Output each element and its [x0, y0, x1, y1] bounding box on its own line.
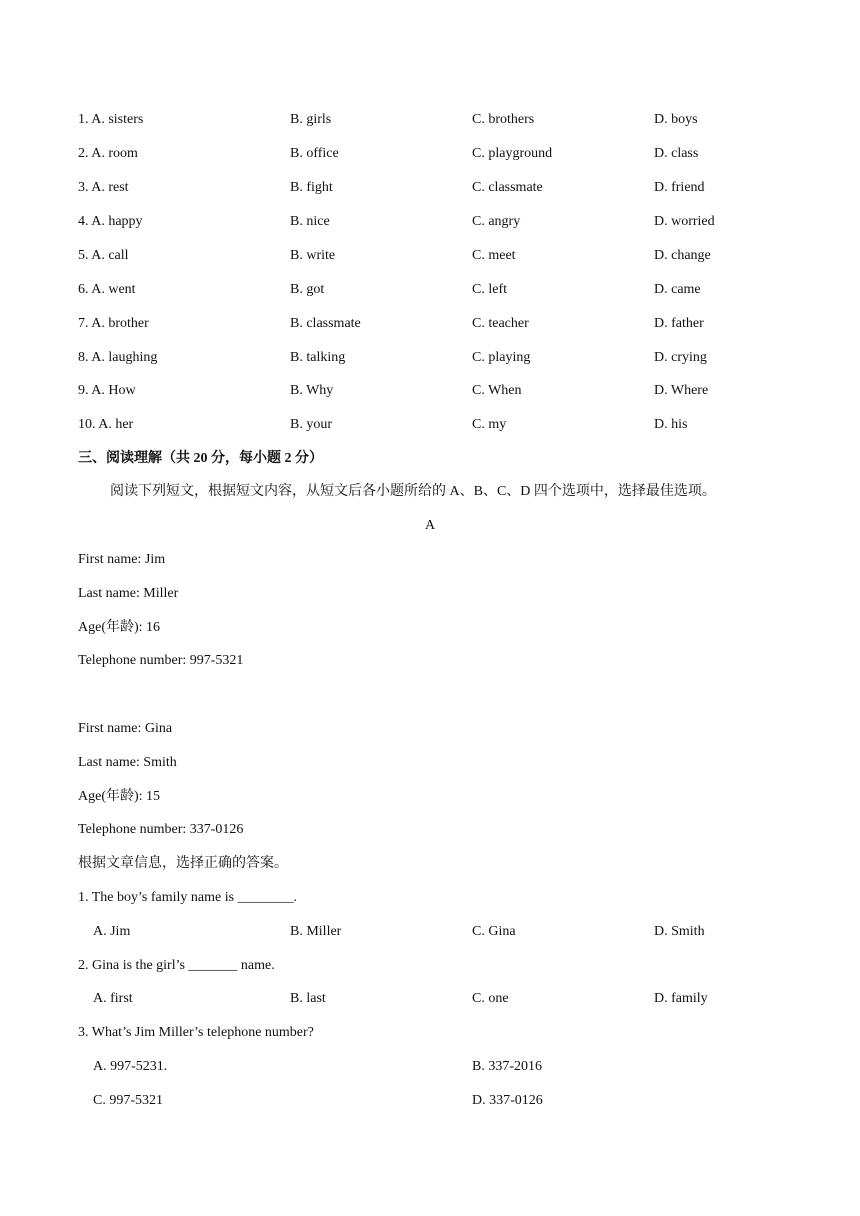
option-c: C. playground: [472, 146, 553, 161]
option-c: C. classmate: [472, 180, 543, 195]
option-a: 2. A. room: [78, 146, 138, 161]
option-a: 1. A. sisters: [78, 112, 144, 127]
option-b: B. 337-2016: [472, 1059, 542, 1074]
option-d: D. crying: [654, 350, 707, 365]
section-heading: 三、阅读理解（共 20 分，每小题 2 分）: [78, 451, 323, 466]
option-b: B. your: [290, 417, 332, 432]
option-d: D. change: [654, 248, 711, 263]
question-options: [0, 922, 860, 942]
option-c: C. left: [472, 282, 507, 297]
option-a: 7. A. brother: [78, 316, 149, 331]
card2-telephone: Telephone number: 337-0126: [78, 822, 244, 837]
question-stem: 3. What’s Jim Miller’s telephone number?: [78, 1025, 314, 1040]
option-b: B. Miller: [290, 924, 342, 939]
option-b: B. office: [290, 146, 339, 161]
option-b: B. girls: [290, 112, 332, 127]
option-c: C. Gina: [472, 924, 516, 939]
option-b: B. write: [290, 248, 336, 263]
cloze-row: [0, 314, 860, 334]
card1-first-name: First name: Jim: [78, 552, 166, 567]
option-c: C. When: [472, 383, 522, 398]
cloze-row: [0, 280, 860, 300]
cloze-row: [0, 110, 860, 130]
option-c: C. angry: [472, 214, 521, 229]
option-d: D. his: [654, 417, 688, 432]
questions-intro: 根据文章信息，选择正确的答案。: [78, 856, 288, 871]
option-a: 3. A. rest: [78, 180, 129, 195]
option-c: C. teacher: [472, 316, 529, 331]
option-d: D. father: [654, 316, 704, 331]
cloze-row: [0, 348, 860, 368]
question-stem: 1. The boy’s family name is ________.: [78, 890, 298, 905]
option-b: B. got: [290, 282, 325, 297]
option-d: D. came: [654, 282, 701, 297]
cloze-row: [0, 144, 860, 164]
option-a: 10. A. her: [78, 417, 134, 432]
option-b: B. fight: [290, 180, 333, 195]
option-b: B. nice: [290, 214, 330, 229]
option-d: D. Where: [654, 383, 709, 398]
cloze-row: [0, 415, 860, 435]
cloze-row: [0, 381, 860, 401]
card1-age: Age(年龄): 16: [78, 620, 161, 635]
cloze-row: [0, 178, 860, 198]
card2-last-name: Last name: Smith: [78, 755, 177, 770]
option-d: D. friend: [654, 180, 705, 195]
option-c: C. meet: [472, 248, 516, 263]
option-d: D. class: [654, 146, 699, 161]
cloze-row: [0, 212, 860, 232]
section-instruction: 阅读下列短文，根据短文内容，从短文后各小题所给的 A、B、C、D 四个选项中，选择最佳选项。: [110, 484, 716, 499]
option-a: 8. A. laughing: [78, 350, 158, 365]
option-b: B. last: [290, 991, 326, 1006]
option-b: B. classmate: [290, 316, 361, 331]
option-d: D. Smith: [654, 924, 705, 939]
option-a: 4. A. happy: [78, 214, 143, 229]
option-c: C. brothers: [472, 112, 535, 127]
option-a: A. first: [93, 991, 133, 1006]
cloze-row: [0, 246, 860, 266]
option-a: 9. A. How: [78, 383, 136, 398]
option-c: C. my: [472, 417, 507, 432]
card2-age: Age(年龄): 15: [78, 789, 161, 804]
question-stem: 2. Gina is the girl’s _______ name.: [78, 958, 275, 973]
option-d: D. worried: [654, 214, 715, 229]
question-options: [0, 1057, 860, 1077]
option-d: D. boys: [654, 112, 698, 127]
option-a: 6. A. went: [78, 282, 136, 297]
option-a: 5. A. call: [78, 248, 129, 263]
passage-label: A: [424, 518, 436, 533]
option-c: C. playing: [472, 350, 531, 365]
option-a: A. Jim: [93, 924, 131, 939]
card1-last-name: Last name: Miller: [78, 586, 179, 601]
option-c: C. one: [472, 991, 509, 1006]
option-c: C. 997-5321: [93, 1093, 163, 1108]
option-b: B. talking: [290, 350, 346, 365]
option-d: D. 337-0126: [472, 1093, 543, 1108]
option-b: B. Why: [290, 383, 334, 398]
question-options: [0, 989, 860, 1009]
option-d: D. family: [654, 991, 708, 1006]
card2-first-name: First name: Gina: [78, 721, 173, 736]
card1-telephone: Telephone number: 997-5321: [78, 653, 244, 668]
option-a: A. 997-5231.: [93, 1059, 168, 1074]
question-options: [0, 1091, 860, 1111]
